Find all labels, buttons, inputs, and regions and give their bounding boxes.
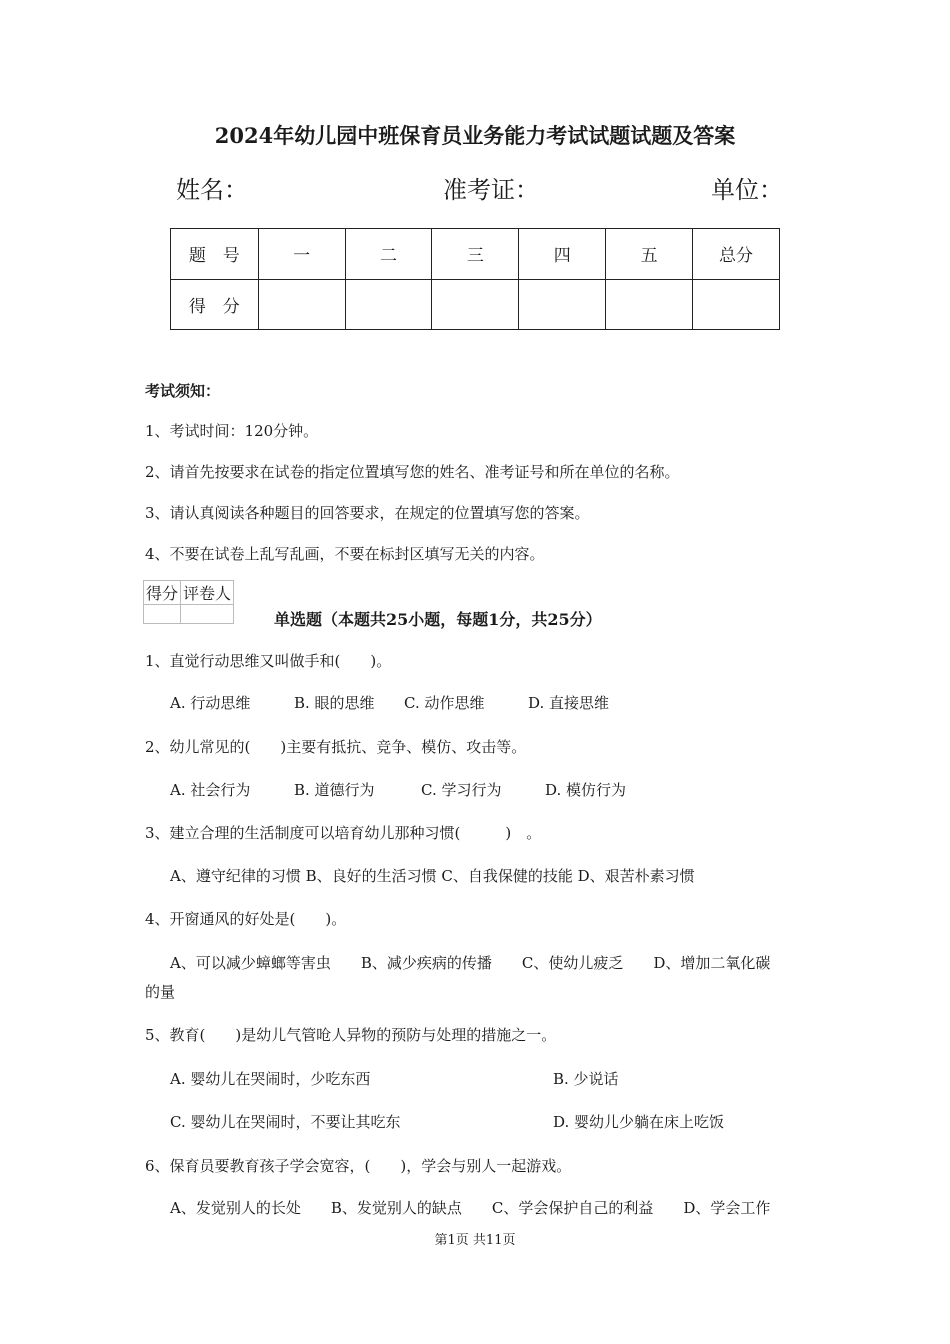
question-options-line[interactable]: A、可以减少蟑螂等害虫 B、减少疾病的传播 C、使幼儿疲乏 D、增加二氧化碳 [170, 954, 771, 972]
score-table [170, 228, 780, 330]
question-option[interactable]: B. 道德行为 [294, 781, 375, 799]
notice-item: 2、请首先按要求在试卷的指定位置填写您的姓名、准考证号和所在单位的名称。 [145, 463, 680, 481]
grading-box-grader-cell[interactable] [181, 605, 234, 624]
score-input-cell[interactable] [432, 279, 519, 330]
score-table-cell: 一 [258, 229, 345, 280]
question-stem: 1、直觉行动思维又叫做手和( )。 [145, 652, 392, 670]
question-option[interactable]: C. 学习行为 [421, 781, 502, 799]
score-table-score-row [171, 279, 780, 330]
question-option[interactable]: A. 行动思维 [170, 694, 251, 712]
notice-heading: 考试须知： [145, 382, 221, 400]
question-option[interactable]: C. 婴幼儿在哭闹时，不要让其吃东 [170, 1113, 401, 1131]
score-input-cell[interactable] [693, 279, 780, 330]
question-stem: 6、保育员要教育孩子学会宽容，( )，学会与别人一起游戏。 [145, 1157, 572, 1175]
score-table-cell: 四 [519, 229, 606, 280]
score-table-cell: 三 [432, 229, 519, 280]
question-option[interactable]: B. 少说话 [553, 1070, 619, 1088]
score-input-cell[interactable] [345, 279, 432, 330]
question-stem: 3、建立合理的生活制度可以培育幼儿那种习惯( ) 。 [145, 824, 542, 842]
exam-id-field-label: 准考证： [443, 176, 539, 204]
score-table-cell: 得 分 [171, 279, 259, 330]
score-input-cell[interactable] [519, 279, 606, 330]
question-stem: 4、开窗通风的好处是( )。 [145, 910, 347, 928]
score-table-cell: 五 [606, 229, 693, 280]
grading-box-grader-label: 评卷人 [181, 581, 234, 605]
grading-box-score-label: 得分 [144, 581, 181, 605]
question-stem: 2、幼儿常见的( )主要有抵抗、竞争、模仿、攻击等。 [145, 738, 527, 756]
question-option[interactable]: A. 婴幼儿在哭闹时，少吃东西 [170, 1070, 371, 1088]
question-option[interactable]: D. 直接思维 [528, 694, 610, 712]
unit-field-label: 单位： [711, 176, 783, 204]
page-footer: 第1页 共11页 [434, 1233, 516, 1248]
question-options-line[interactable]: A、发觉别人的长处 B、发觉别人的缺点 C、学会保护自己的利益 D、学会工作 [170, 1199, 771, 1217]
question-option[interactable]: D. 婴幼儿少躺在床上吃饭 [553, 1113, 725, 1131]
score-table-cell: 总分 [693, 229, 780, 280]
grading-box [143, 580, 234, 624]
question-option[interactable]: D. 模仿行为 [545, 781, 627, 799]
notice-item: 3、请认真阅读各种题目的回答要求，在规定的位置填写您的答案。 [145, 504, 590, 522]
question-option[interactable]: C. 动作思维 [404, 694, 485, 712]
score-table-header-row [171, 229, 780, 280]
question-options-line[interactable]: A、遵守纪律的习惯 B、良好的生活习惯 C、自我保健的技能 D、艰苦朴素习惯 [170, 867, 695, 885]
score-table-cell: 二 [345, 229, 432, 280]
notice-item: 1、考试时间：120分钟。 [145, 422, 319, 440]
question-option[interactable]: B. 眼的思维 [294, 694, 375, 712]
score-input-cell[interactable] [258, 279, 345, 330]
score-input-cell[interactable] [606, 279, 693, 330]
name-field-label: 姓名： [176, 176, 248, 204]
document-title: 2024年幼儿园中班保育员业务能力考试试题试题及答案 [214, 123, 736, 148]
section-title: 单选题（本题共25小题，每题1分，共25分） [274, 610, 602, 629]
question-stem: 5、教育( )是幼儿气管呛人异物的预防与处理的措施之一。 [145, 1026, 557, 1044]
question-options-continuation: 的量 [145, 983, 176, 1001]
grading-box-score-cell[interactable] [144, 605, 181, 624]
score-table-cell: 题 号 [171, 229, 259, 280]
question-option[interactable]: A. 社会行为 [170, 781, 251, 799]
notice-item: 4、不要在试卷上乱写乱画，不要在标封区填写无关的内容。 [145, 545, 545, 563]
